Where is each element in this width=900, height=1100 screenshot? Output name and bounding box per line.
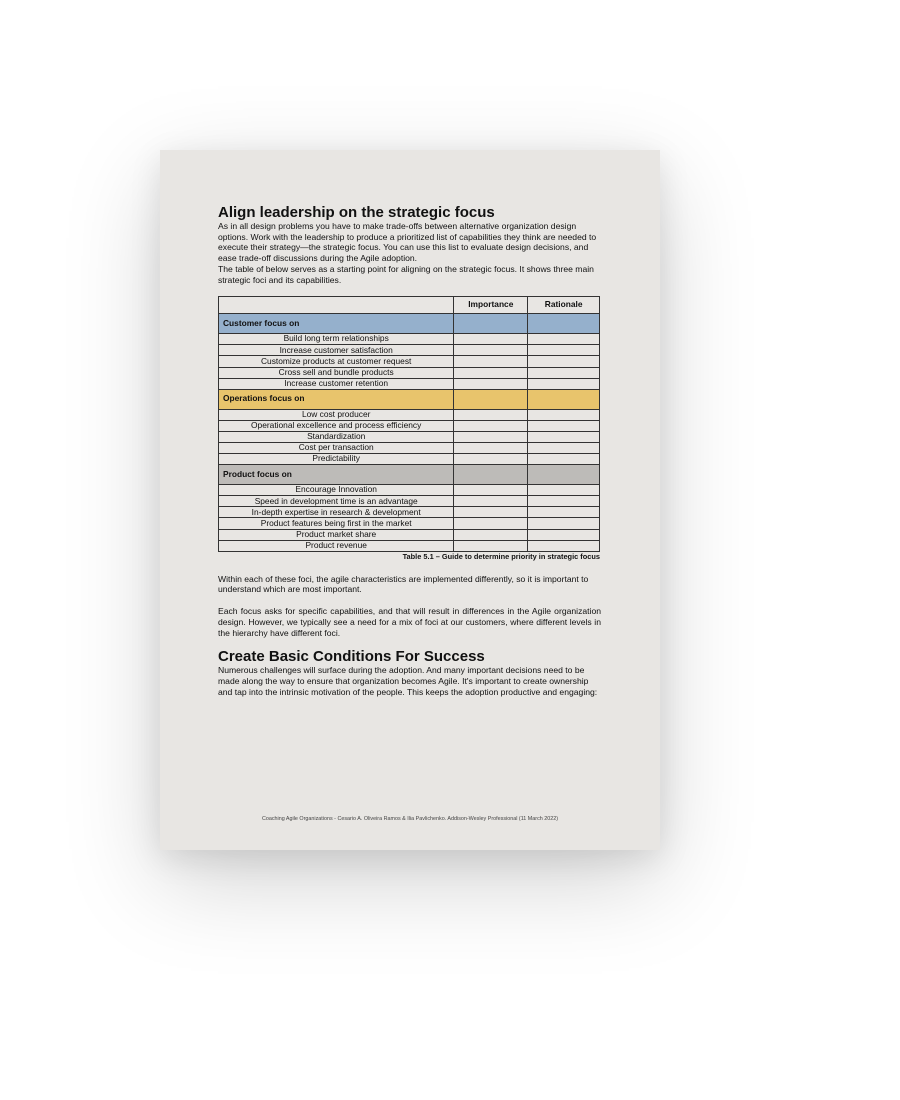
- rationale-cell[interactable]: [528, 345, 600, 356]
- conditions-paragraph: Numerous challenges will surface during the adoption. And many important decisions need to be made along the way to ensure that organization becomes Agile. It's important to create ownership and tap into the intrinsic motivation of the people. This keeps the adoption productive and engaging:: [218, 665, 598, 697]
- table-row: [219, 485, 600, 496]
- table-row: [219, 378, 600, 389]
- rationale-cell[interactable]: [528, 334, 600, 345]
- importance-cell[interactable]: [454, 378, 528, 389]
- section-importance-cell: [454, 389, 528, 409]
- importance-cell[interactable]: [454, 431, 528, 442]
- capability-cell: Speed in development time is an advantage: [219, 496, 454, 507]
- header-importance: Importance: [454, 297, 528, 314]
- table-row: [219, 431, 600, 442]
- importance-cell[interactable]: [454, 367, 528, 378]
- importance-cell[interactable]: [454, 442, 528, 453]
- capability-cell: Low cost producer: [219, 409, 454, 420]
- section-rationale-cell: [528, 465, 600, 485]
- table-row: [219, 334, 600, 345]
- importance-cell[interactable]: [454, 518, 528, 529]
- capability-cell: Increase customer retention: [219, 378, 454, 389]
- capability-cell: Standardization: [219, 431, 454, 442]
- section-row: [219, 465, 600, 485]
- section-row: [219, 389, 600, 409]
- table-row: [219, 454, 600, 465]
- importance-cell[interactable]: [454, 540, 528, 551]
- foci-paragraph: Within each of these foci, the agile characteristics are implemented differently, so it is important to understand which are most important.: [218, 573, 589, 595]
- section-heading-basic-conditions: Create Basic Conditions For Success: [218, 648, 485, 666]
- table-intro-paragraph: The table of below serves as a starting point for aligning on the strategic focus. It shows three main strategic foci and its capabilities.: [218, 263, 594, 285]
- importance-cell[interactable]: [454, 409, 528, 420]
- importance-cell[interactable]: [454, 529, 528, 540]
- importance-cell[interactable]: [454, 345, 528, 356]
- capability-cell: Increase customer satisfaction: [219, 345, 454, 356]
- rationale-cell[interactable]: [528, 378, 600, 389]
- rationale-cell[interactable]: [528, 367, 600, 378]
- table-caption: Table 5.1 – Guide to determine priority in strategic focus: [402, 551, 600, 561]
- importance-cell[interactable]: [454, 496, 528, 507]
- table-row: [219, 356, 600, 367]
- capability-cell: In-depth expertise in research & development: [219, 507, 454, 518]
- rationale-cell[interactable]: [528, 540, 600, 551]
- importance-cell[interactable]: [454, 334, 528, 345]
- rationale-cell[interactable]: [528, 518, 600, 529]
- capability-cell: Predictability: [219, 454, 454, 465]
- document-page: [160, 150, 660, 850]
- rationale-cell[interactable]: [528, 409, 600, 420]
- table-row: [219, 420, 600, 431]
- section-title-cell: Operations focus on: [219, 389, 454, 409]
- section-heading-strategic-focus: Align leadership on the strategic focus: [218, 204, 495, 221]
- strategic-focus-table: [218, 296, 600, 552]
- table-header-row: [219, 297, 600, 314]
- section-row: [219, 314, 600, 334]
- table-row: [219, 529, 600, 540]
- rationale-cell[interactable]: [528, 496, 600, 507]
- rationale-cell[interactable]: [528, 485, 600, 496]
- section-importance-cell: [454, 314, 528, 334]
- table-row: [219, 496, 600, 507]
- importance-cell[interactable]: [454, 356, 528, 367]
- rationale-cell[interactable]: [528, 442, 600, 453]
- rationale-cell[interactable]: [528, 507, 600, 518]
- table-row: [219, 367, 600, 378]
- section-rationale-cell: [528, 314, 600, 334]
- importance-cell[interactable]: [454, 485, 528, 496]
- importance-cell[interactable]: [454, 420, 528, 431]
- capability-cell: Cost per transaction: [219, 442, 454, 453]
- rationale-cell[interactable]: [528, 529, 600, 540]
- rationale-cell[interactable]: [528, 431, 600, 442]
- header-rationale: Rationale: [528, 297, 600, 314]
- page-footer: Coaching Agile Organizations - Cesario A. Oliveira Ramos & Ilia Pavlichenko. Addison-Wesley Professional (11 March 2022): [261, 816, 559, 822]
- rationale-cell[interactable]: [528, 420, 600, 431]
- table-row: [219, 345, 600, 356]
- capability-cell: Product market share: [219, 529, 454, 540]
- capability-cell: Product revenue: [219, 540, 454, 551]
- capabilities-paragraph: Each focus asks for specific capabilities, and that will result in differences in the Agile organization design. However, we typically see a need for a mix of foci at our customers, where different levels in the hierarchy have different foci.: [218, 606, 601, 638]
- rationale-cell[interactable]: [528, 454, 600, 465]
- capability-cell: Cross sell and bundle products: [219, 367, 454, 378]
- section-title-cell: Customer focus on: [219, 314, 454, 334]
- section-rationale-cell: [528, 389, 600, 409]
- importance-cell[interactable]: [454, 507, 528, 518]
- rationale-cell[interactable]: [528, 356, 600, 367]
- importance-cell[interactable]: [454, 454, 528, 465]
- table-row: [219, 540, 600, 551]
- table-row: [219, 409, 600, 420]
- capability-cell: Product features being first in the market: [219, 518, 454, 529]
- page-content: [218, 205, 601, 697]
- section-title-cell: Product focus on: [219, 465, 454, 485]
- capability-cell: Encourage Innovation: [219, 485, 454, 496]
- capability-cell: Build long term relationships: [219, 334, 454, 345]
- table-row: [219, 507, 600, 518]
- capability-cell: Operational excellence and process efficiency: [219, 420, 454, 431]
- capability-cell: Customize products at customer request: [219, 356, 454, 367]
- table-row: [219, 442, 600, 453]
- header-cell-empty: [219, 297, 454, 314]
- table-row: [219, 518, 600, 529]
- intro-paragraph: As in all design problems you have to make trade-offs between alternative organization design options. Work with the leadership to produce a prioritized list of capabilities they think are needed to execute their strategy—the strategic focus. You can use this list to evaluate design decisions, and ease trade-off discussions during the Agile adoption.: [218, 221, 597, 264]
- section-importance-cell: [454, 465, 528, 485]
